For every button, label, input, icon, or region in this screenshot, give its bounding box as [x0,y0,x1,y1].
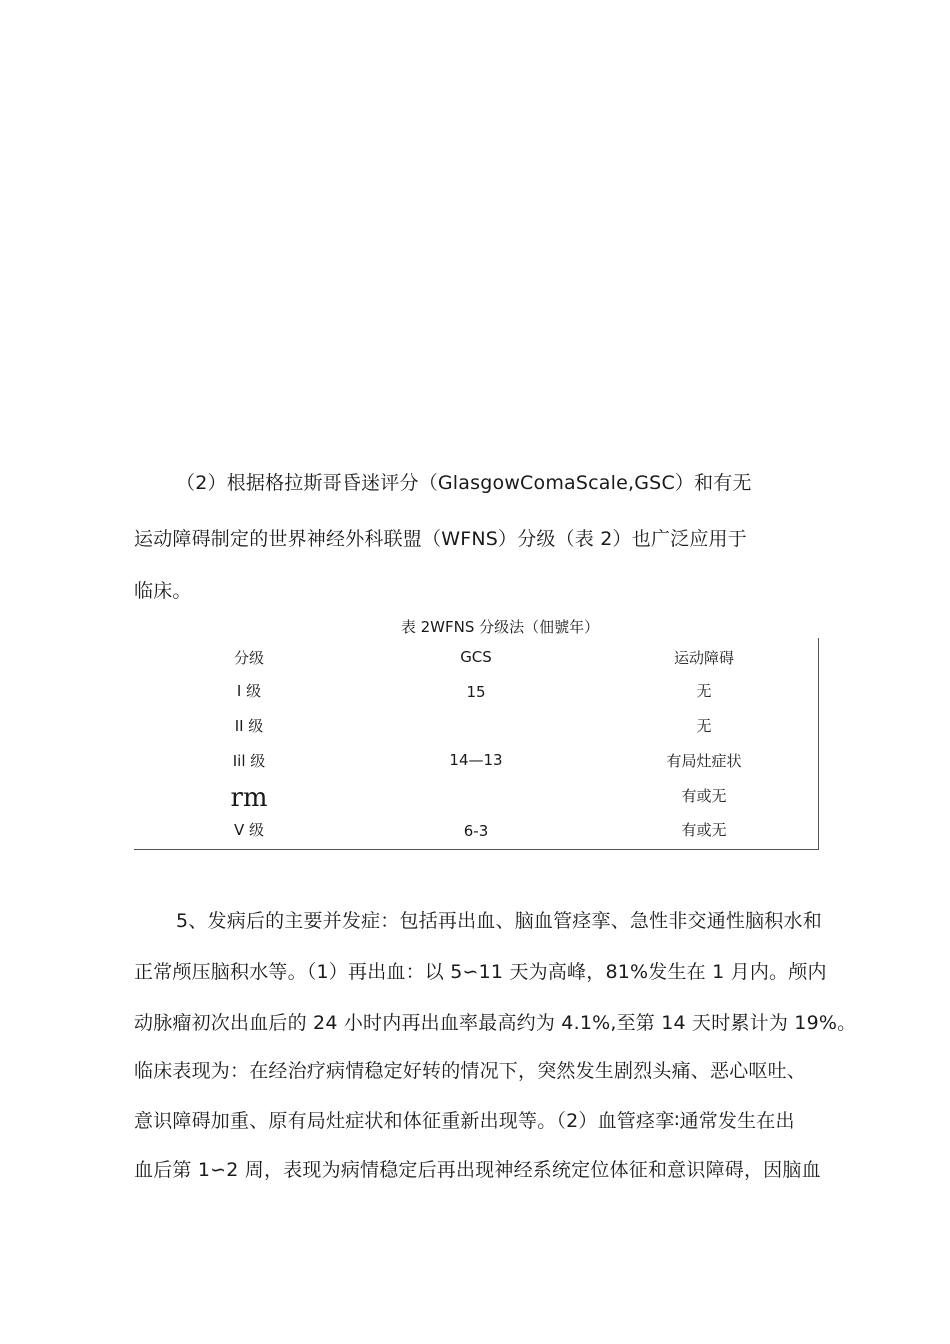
table-cell-motor: 无 [696,682,712,700]
table-caption: 表 2WFNS 分级法（佃號年） [400,618,600,636]
table-cell-motor: 有或无 [681,821,727,839]
paragraph2-line-2: 正常颅压脑积水等。（1）再出血：以 5∽11 天为高峰，81%发生在 1 月内。颅内 [134,961,827,983]
paragraph2-line-6: 血后第 1∽2 周，表现为病情稳定后再出现神经系统定位体征和意识障碍，因脑血 [134,1159,821,1181]
paragraph1-line-2: 运动障碍制定的世界神经外科联盟（WFNS）分级（表 2）也广泛应用于 [134,528,747,550]
table-cell-gcs: 6-3 [463,822,489,840]
table-cell-grade: II 级 [234,717,264,735]
paragraph2-line-1: 5、发病后的主要并发症：包括再出血、脑血管痉挛、急性非交通性脑积水和 [176,910,822,932]
wfns-grade-table [134,638,819,850]
table-cell-grade: Iil 级 [232,752,266,770]
table-cell-motor: 无 [696,717,712,735]
paragraph2-line-5: 意识障碍加重、原有局灶症状和体征重新出现等。（2）血管痉挛∶通常发生在出 [134,1110,795,1132]
table-cell-gcs: 14—13 [449,751,503,769]
table-cell-gcs: 15 [466,683,486,701]
table-cell-grade: I 级 [236,682,262,700]
table-cell-grade: rm [230,783,268,813]
table-header-motor-deficit: 运动障碍 [673,649,735,667]
table-cell-motor: 有或无 [681,787,727,805]
paragraph2-line-3: 动脉瘤初次出血后的 24 小时内再出血率最高约为 4.1%,至第 14 天时累计为 19%。 [134,1012,857,1034]
table-cell-grade: V 级 [233,821,265,839]
paragraph1-line-3: 临床。 [134,580,192,602]
table-cell-motor: 有局灶症状 [666,752,742,770]
paragraph2-line-4: 临床表现为：在经治疗病情稳定好转的情况下，突然发生剧烈头痛、恶心呕吐、 [134,1060,807,1082]
table-header-grade: 分级 [233,649,265,667]
paragraph1-line-1: （2）根据格拉斯哥昏迷评分（GlasgowComaScale,GSC）和有无 [176,472,752,494]
table-header-gcs: GCS [460,648,492,666]
